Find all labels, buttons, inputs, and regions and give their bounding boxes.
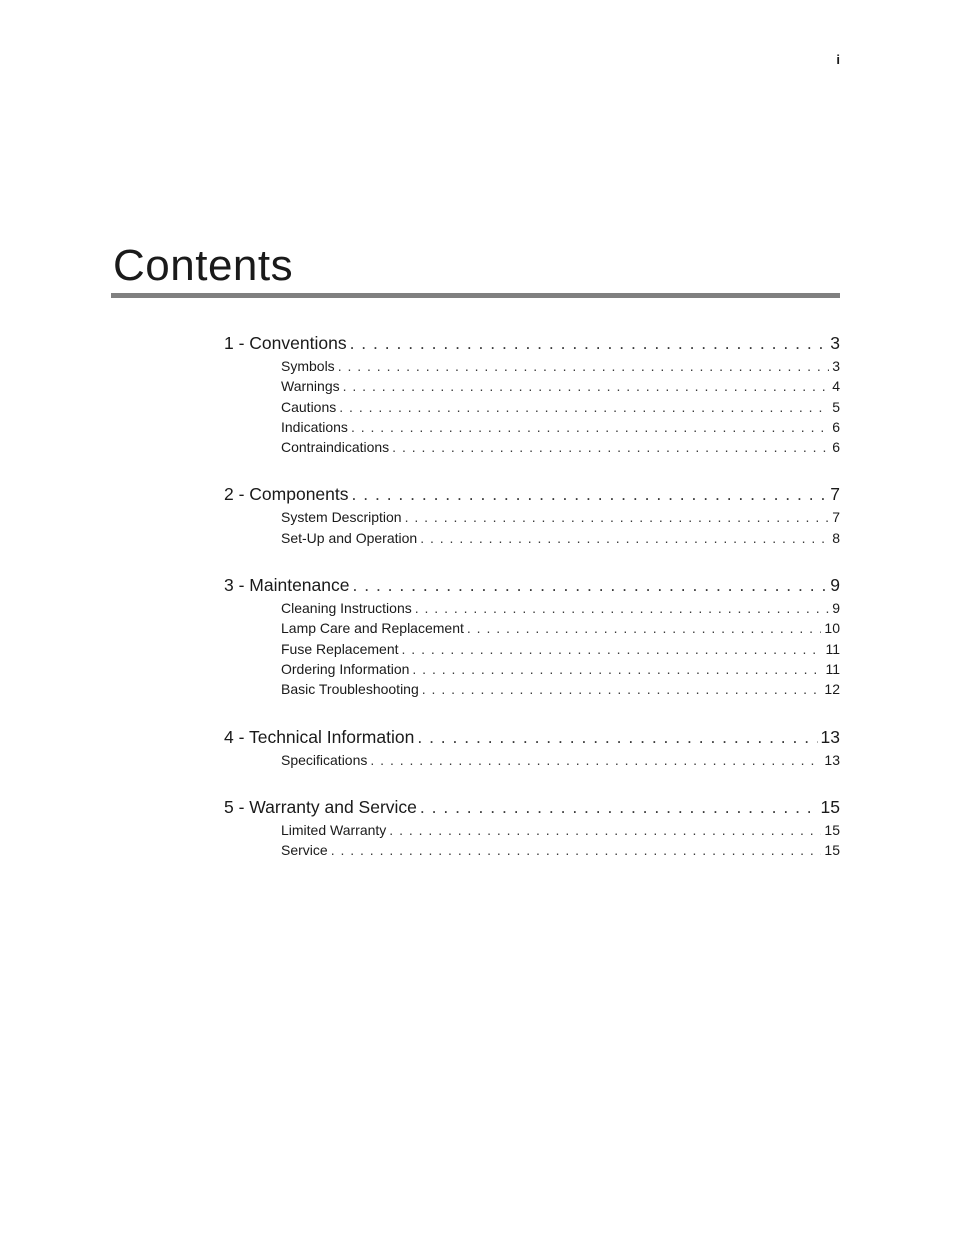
toc-leader-dots <box>422 679 822 699</box>
toc-section <box>224 794 840 861</box>
toc-entry-title: Ordering Information <box>281 660 410 677</box>
toc-entry-row[interactable] <box>224 397 840 417</box>
toc-chapter-row[interactable] <box>224 572 840 598</box>
toc-chapter-row[interactable] <box>224 794 840 820</box>
toc-entry-page: 11 <box>825 660 840 677</box>
toc-entry-title: Contraindications <box>281 439 390 456</box>
toc-entry-page: 12 <box>824 681 840 698</box>
toc-entry-row[interactable] <box>224 639 840 659</box>
toc-entry-row[interactable] <box>224 598 840 618</box>
toc-entry-title: Fuse Replacement <box>281 640 399 657</box>
toc-chapter-page: 13 <box>820 726 840 747</box>
toc-chapter-row[interactable] <box>224 330 840 356</box>
page-title: Contents <box>113 241 294 290</box>
toc-entry-title: Service <box>281 842 328 859</box>
toc-leader-dots <box>420 794 818 820</box>
toc-chapter-title: 3 - Maintenance <box>224 575 350 596</box>
toc-leader-dots <box>420 528 829 548</box>
toc-leader-dots <box>402 639 823 659</box>
toc-chapter-page: 9 <box>830 575 840 596</box>
toc-leader-dots <box>353 572 828 598</box>
toc-leader-dots <box>392 437 829 457</box>
page-number: i <box>836 52 840 67</box>
toc-entry-page: 15 <box>824 842 840 859</box>
toc-chapter-title: 4 - Technical Information <box>224 726 415 747</box>
toc-entry-title: Lamp Care and Replacement <box>281 620 464 637</box>
table-of-contents <box>224 330 840 884</box>
toc-section <box>224 330 840 457</box>
toc-entry-row[interactable] <box>224 356 840 376</box>
toc-leader-dots <box>351 417 829 437</box>
toc-chapter-row[interactable] <box>224 481 840 507</box>
toc-leader-dots <box>343 376 830 396</box>
toc-chapter-row[interactable] <box>224 724 840 750</box>
toc-leader-dots <box>338 356 830 376</box>
toc-chapter-page: 15 <box>820 796 840 817</box>
toc-entry-title: Cautions <box>281 398 337 415</box>
toc-leader-dots <box>350 330 828 356</box>
toc-entry-page: 5 <box>832 398 840 415</box>
toc-entry-row[interactable] <box>224 679 840 699</box>
toc-entry-page: 15 <box>824 821 840 838</box>
toc-entry-title: Limited Warranty <box>281 821 387 838</box>
toc-entry-page: 6 <box>832 418 840 435</box>
toc-entry-page: 8 <box>832 529 840 546</box>
toc-entry-page: 3 <box>832 358 840 374</box>
toc-entry-page: 10 <box>824 620 840 637</box>
toc-entry-page: 4 <box>832 378 840 395</box>
toc-chapter-page: 3 <box>830 333 840 353</box>
toc-entry-page: 7 <box>832 509 840 526</box>
toc-entry-title: Basic Troubleshooting <box>281 681 419 698</box>
toc-entry-page: 13 <box>824 751 840 768</box>
toc-leader-dots <box>467 618 822 638</box>
toc-leader-dots <box>389 820 821 840</box>
toc-entry-title: Symbols <box>281 358 335 374</box>
toc-entry-page: 11 <box>825 640 840 657</box>
toc-entry-row[interactable] <box>224 507 840 527</box>
toc-entry-row[interactable] <box>224 820 840 840</box>
toc-leader-dots <box>412 659 822 679</box>
toc-entry-title: Specifications <box>281 751 368 768</box>
toc-leader-dots <box>417 724 817 750</box>
toc-section <box>224 481 840 548</box>
toc-entry-row[interactable] <box>224 376 840 396</box>
toc-leader-dots <box>339 397 829 417</box>
toc-entry-row[interactable] <box>224 840 840 860</box>
toc-chapter-title: 2 - Components <box>224 484 349 505</box>
toc-leader-dots <box>331 840 822 860</box>
toc-entry-title: Warnings <box>281 378 340 395</box>
toc-entry-row[interactable] <box>224 528 840 548</box>
toc-entry-row[interactable] <box>224 659 840 679</box>
toc-section <box>224 572 840 699</box>
toc-entry-row[interactable] <box>224 618 840 638</box>
toc-entry-row[interactable] <box>224 750 840 770</box>
toc-entry-title: Set-Up and Operation <box>281 529 418 546</box>
toc-entry-page: 9 <box>832 600 840 617</box>
toc-section <box>224 724 840 770</box>
toc-leader-dots <box>352 481 828 507</box>
toc-entry-title: System Description <box>281 509 402 526</box>
title-rule <box>111 293 840 298</box>
toc-entry-page: 6 <box>832 439 840 456</box>
toc-leader-dots <box>415 598 829 618</box>
toc-entry-title: Indications <box>281 418 348 435</box>
toc-leader-dots <box>405 507 830 527</box>
toc-chapter-title: 5 - Warranty and Service <box>224 796 417 817</box>
toc-chapter-page: 7 <box>830 484 840 505</box>
toc-entry-title: Cleaning Instructions <box>281 600 412 617</box>
toc-chapter-title: 1 - Conventions <box>224 333 347 353</box>
toc-leader-dots <box>370 750 821 770</box>
toc-entry-row[interactable] <box>224 417 840 437</box>
toc-entry-row[interactable] <box>224 437 840 457</box>
